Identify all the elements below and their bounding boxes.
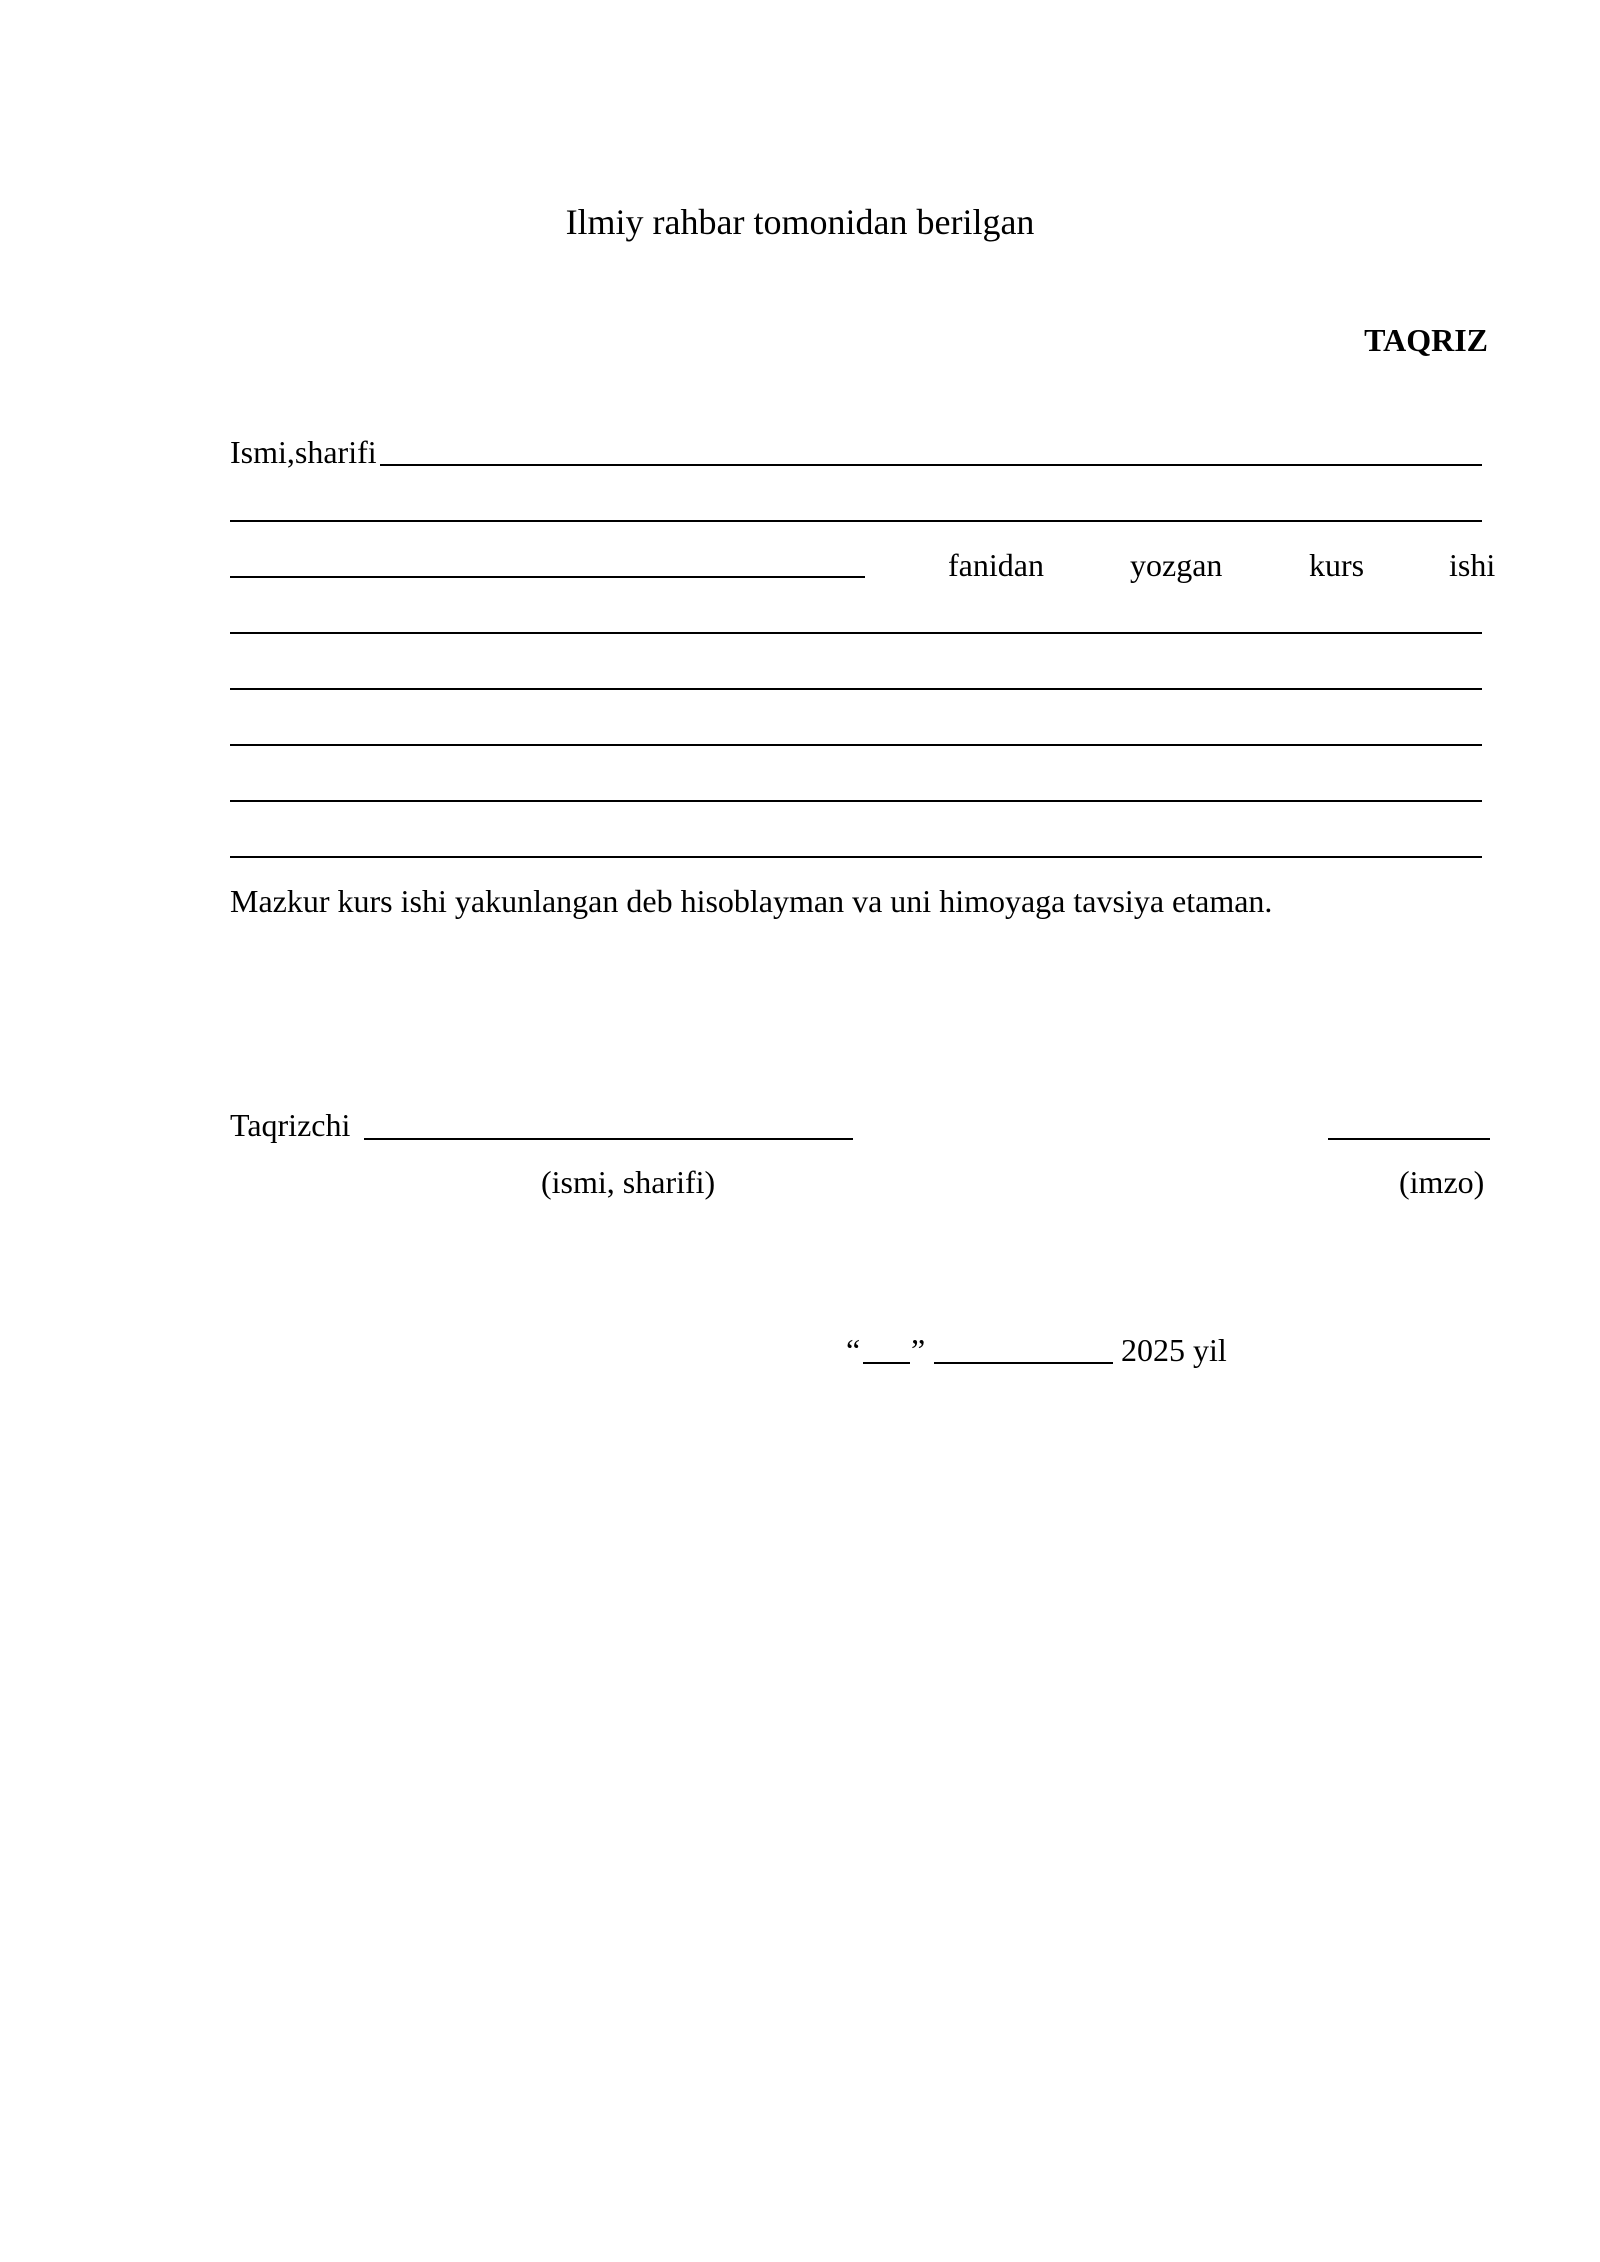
name-label: Ismi,sharifi bbox=[230, 434, 377, 470]
reviewer-label: Taqrizchi bbox=[230, 1107, 351, 1143]
date-year: 2025 yil bbox=[1121, 1332, 1227, 1368]
blank-line bbox=[230, 744, 1482, 746]
signature-line bbox=[1328, 1138, 1490, 1140]
blank-line bbox=[230, 800, 1482, 802]
document-heading: TAQRIZ bbox=[1364, 322, 1488, 358]
date-day-line bbox=[863, 1362, 910, 1364]
name-caption: (ismi, sharifi) bbox=[541, 1164, 716, 1200]
blank-line bbox=[230, 856, 1482, 858]
name-fill-line bbox=[380, 464, 1482, 466]
subject-fill-line bbox=[230, 576, 865, 578]
subject-word-yozgan: yozgan bbox=[1130, 547, 1223, 583]
date-month-line bbox=[934, 1362, 1113, 1364]
blank-line bbox=[230, 632, 1482, 634]
subject-word-kurs: kurs bbox=[1309, 547, 1365, 583]
signature-caption: (imzo) bbox=[1399, 1164, 1485, 1200]
reviewer-name-line bbox=[364, 1138, 853, 1140]
subject-word-fanidan: fanidan bbox=[948, 547, 1044, 583]
date-close-quote: ” bbox=[911, 1332, 926, 1368]
blank-line bbox=[230, 688, 1482, 690]
blank-line bbox=[230, 520, 1482, 522]
subject-word-ishi: ishi bbox=[1449, 547, 1496, 583]
document-title: Ilmiy rahbar tomonidan berilgan bbox=[565, 202, 1035, 242]
date-open-quote: “ bbox=[846, 1332, 861, 1368]
conclusion-text: Mazkur kurs ishi yakunlangan deb hisoblayman va uni himoyaga tavsiya etaman. bbox=[230, 883, 1273, 919]
